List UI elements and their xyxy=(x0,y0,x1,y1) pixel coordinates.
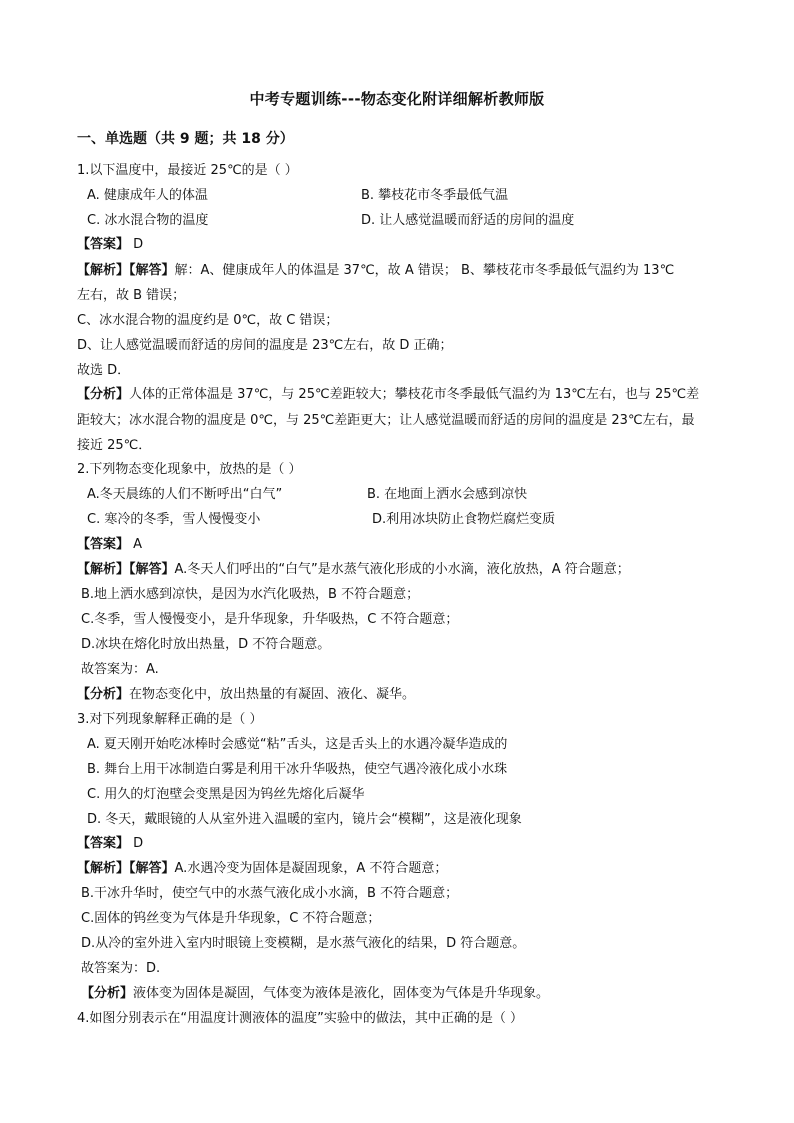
fenxi-tag: 【分析】 xyxy=(81,986,134,1001)
question-2-option-d: D.利用冰块防止食物烂腐烂变质 xyxy=(372,512,556,527)
question-3-analysis-line: C.固体的钨丝变为气体是升华现象，C 不符合题意； xyxy=(81,911,381,926)
analysis-text: A.水遇冷变为固体是凝固现象，A 不符合题意； xyxy=(174,861,448,876)
question-1-analysis-line: 左右，故 B 错误； xyxy=(77,288,186,303)
question-3-stem: 3.对下列现象解释正确的是（ ） xyxy=(77,712,263,727)
question-1-fenxi-line: 接近 25℃． xyxy=(77,438,152,453)
analysis-tag: 【解析】【解答】 xyxy=(77,263,175,278)
analysis-text: 解：A、健康成年人的体温是 37℃，故 A 错误； B、攀枝花市冬季最低气温约为 13℃ xyxy=(174,263,675,278)
question-1-option-a: A. 健康成年人的体温 xyxy=(87,188,208,203)
answer-value: D xyxy=(129,836,144,851)
question-3-answer xyxy=(77,834,143,854)
question-1-analysis-line xyxy=(77,261,674,281)
question-3-analysis-line: 故答案为：D. xyxy=(81,961,161,976)
question-2-option-c: C. 寒冷的冬季，雪人慢慢变小 xyxy=(87,512,261,527)
question-1-analysis-line: D、让人感觉温暖而舒适的房间的温度是 23℃左右，故 D 正确； xyxy=(77,338,453,353)
question-2-analysis-line xyxy=(77,560,630,580)
analysis-tag: 【解析】【解答】 xyxy=(77,562,175,577)
question-1-option-d: D. 让人感觉温暖而舒适的房间的温度 xyxy=(361,213,575,228)
question-2-stem: 2.下列物态变化现象中，放热的是（ ） xyxy=(77,462,302,477)
analysis-tag: 【解析】【解答】 xyxy=(77,861,175,876)
fenxi-tag: 【分析】 xyxy=(77,387,130,402)
answer-value: A xyxy=(129,537,143,552)
fenxi-text: 人体的正常体温是 37℃，与 25℃差距较大；攀枝花市冬季最低气温约为 13℃左右，也与 25℃差 xyxy=(129,387,700,402)
fenxi-text: 液体变为固体是凝固，气体变为液体是液化，固体变为气体是升华现象。 xyxy=(133,986,550,1001)
section-heading: 一、单选题（共 9 题；共 18 分） xyxy=(77,131,294,147)
question-2-answer xyxy=(77,535,142,555)
question-3-fenxi-line xyxy=(81,984,549,1004)
question-2-option-a: A.冬天晨练的人们不断呼出“白气” xyxy=(87,487,283,502)
question-2-analysis-line: 故答案为：A. xyxy=(81,662,159,677)
question-2-analysis-line: D.冰块在熔化时放出热量，D 不符合题意。 xyxy=(81,637,331,652)
question-1-analysis-line: 故选 D． xyxy=(77,363,131,378)
question-1-analysis-line: C、冰水混合物的温度约是 0℃，故 C 错误； xyxy=(77,313,339,328)
question-3-analysis-line: D.从冷的室外进入室内时眼镜上变模糊，是水蒸气液化的结果，D 符合题意。 xyxy=(81,936,526,951)
question-1-answer xyxy=(77,235,143,255)
page-title: 中考专题训练---物态变化附详细解析教师版 xyxy=(249,90,545,108)
question-3-option-b: B. 舞台上用干冰制造白雾是利用干冰升华吸热，使空气遇冷液化成小水珠 xyxy=(87,762,508,777)
analysis-text: A.冬天人们呼出的“白气”是水蒸气液化形成的小水滴，液化放热，A 符合题意； xyxy=(174,562,630,577)
question-3-option-d: D. 冬天，戴眼镜的人从室外进入温暖的室内，镜片会“模糊”，这是液化现象 xyxy=(87,812,522,827)
answer-tag: 【答案】 xyxy=(77,237,130,252)
question-1-fenxi-line: 距较大；冰水混合物的温度是 0℃，与 25℃差距更大；让人感觉温暖而舒适的房间的温度是 23℃左右，最 xyxy=(77,413,695,428)
answer-tag: 【答案】 xyxy=(77,537,130,552)
question-1-stem: 1.以下温度中，最接近 25℃的是（ ） xyxy=(77,163,298,178)
question-4-stem: 4.如图分别表示在“用温度计测液体的温度”实验中的做法，其中正确的是（ ） xyxy=(77,1011,524,1026)
answer-value: D xyxy=(133,237,144,252)
answer-tag: 【答案】 xyxy=(77,836,130,851)
question-1-fenxi-line xyxy=(77,385,699,405)
question-2-option-b: B. 在地面上洒水会感到凉快 xyxy=(367,487,528,502)
question-2-fenxi-line xyxy=(77,685,415,705)
question-1-option-c: C. 冰水混合物的温度 xyxy=(87,213,209,228)
question-3-option-c: C. 用久的灯泡壁会变黑是因为钨丝先熔化后凝华 xyxy=(87,787,365,802)
question-3-analysis-line xyxy=(77,859,447,879)
fenxi-tag: 【分析】 xyxy=(77,687,130,702)
question-2-analysis-line: C.冬季，雪人慢慢变小，是升华现象，升华吸热，C 不符合题意； xyxy=(81,612,459,627)
fenxi-text: 在物态变化中，放出热量的有凝固、液化、凝华。 xyxy=(129,687,416,702)
question-3-option-a: A. 夏天刚开始吃冰棒时会感觉“粘”舌头，这是舌头上的水遇冷凝华造成的 xyxy=(87,737,508,752)
question-1-option-b: B. 攀枝花市冬季最低气温 xyxy=(361,188,509,203)
question-2-analysis-line: B.地上洒水感到凉快，是因为水汽化吸热，B 不符合题意； xyxy=(81,587,420,602)
question-3-analysis-line: B.干冰升华时，使空气中的水蒸气液化成小水滴，B 不符合题意； xyxy=(81,886,459,901)
